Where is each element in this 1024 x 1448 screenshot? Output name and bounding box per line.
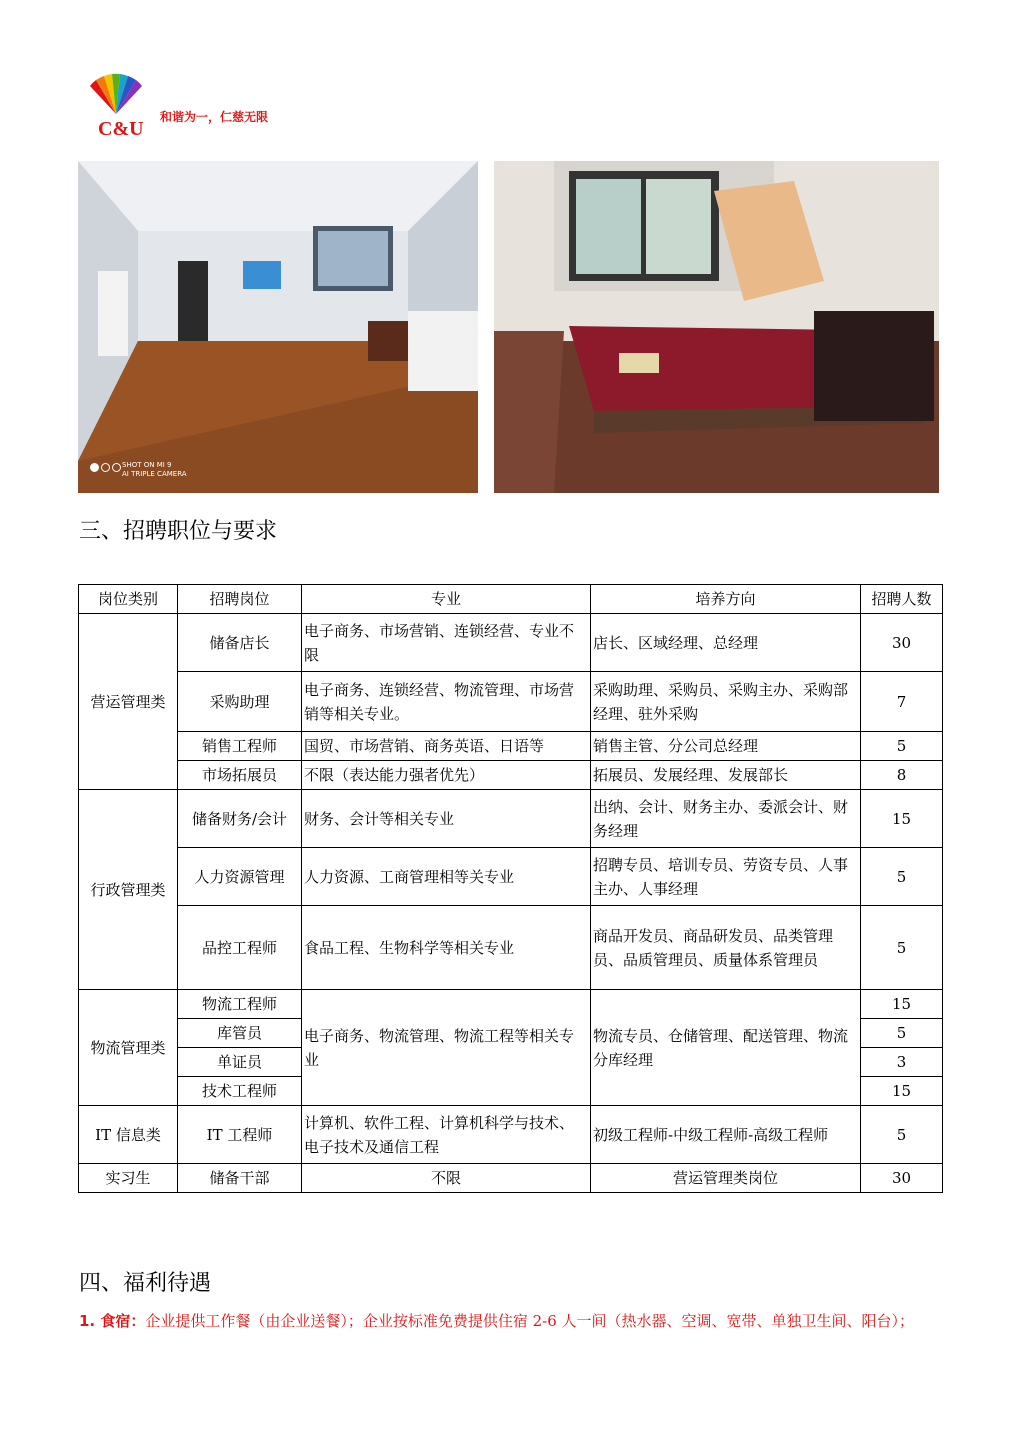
count-cell: 5 (861, 906, 943, 990)
section-title-benefits: 四、福利待遇 (79, 1271, 212, 1296)
position-cell: 人力资源管理 (178, 848, 302, 906)
position-cell: 市场拓展员 (178, 761, 302, 790)
direction-cell: 采购助理、采购员、采购主办、采购部经理、驻外采购 (591, 672, 861, 732)
table-row (79, 672, 943, 732)
benefit-text: 企业提供工作餐（由企业送餐）；企业按标准免费提供住宿 2-6 人一间（热水器、空调、宽带、单独卫生间、阳台）； (145, 1312, 915, 1330)
benefit-item-1 (79, 1306, 949, 1336)
position-cell: IT 工程师 (178, 1106, 302, 1164)
category-cell: IT 信息类 (79, 1106, 178, 1164)
count-cell: 5 (861, 1106, 943, 1164)
count-cell: 15 (861, 790, 943, 848)
category-cell: 物流管理类 (79, 990, 178, 1106)
direction-cell: 出纳、会计、财务主办、委派会计、财务经理 (591, 790, 861, 848)
major-cell: 财务、会计等相关专业 (302, 790, 591, 848)
position-cell: 储备干部 (178, 1164, 302, 1193)
direction-cell: 招聘专员、培训专员、劳资专员、人事主办、人事经理 (591, 848, 861, 906)
position-cell: 储备店长 (178, 614, 302, 672)
position-cell: 品控工程师 (178, 906, 302, 990)
table-row (79, 1164, 943, 1193)
count-cell: 5 (861, 1019, 943, 1048)
header-category: 岗位类别 (79, 585, 178, 614)
count-cell: 7 (861, 672, 943, 732)
direction-cell: 初级工程师-中级工程师-高级工程师 (591, 1106, 861, 1164)
table-row (79, 848, 943, 906)
major-cell: 人力资源、工商管理相等关专业 (302, 848, 591, 906)
table-row (79, 790, 943, 848)
count-cell: 30 (861, 1164, 943, 1193)
category-cell: 行政管理类 (79, 790, 178, 990)
camera-dots-icon (90, 457, 123, 476)
major-cell: 国贸、市场营销、商务英语、日语等 (302, 732, 591, 761)
logo-text: C&U (98, 118, 144, 140)
benefit-label: 1. 食宿： (79, 1312, 146, 1330)
direction-cell: 营运管理类岗位 (591, 1164, 861, 1193)
recruitment-table (78, 584, 943, 1193)
position-cell: 技术工程师 (178, 1077, 302, 1106)
table-row (79, 732, 943, 761)
major-cell: 电子商务、市场营销、连锁经营、专业不限 (302, 614, 591, 672)
count-cell: 3 (861, 1048, 943, 1077)
watermark-line1: SHOT ON MI 9 (122, 461, 172, 469)
bedroom-photo (494, 161, 939, 493)
major-cell: 不限（表达能力强者优先） (302, 761, 591, 790)
living-room-photo (78, 161, 478, 493)
company-logo (86, 72, 306, 142)
header-count: 招聘人数 (861, 585, 943, 614)
header-position: 招聘岗位 (178, 585, 302, 614)
position-cell: 单证员 (178, 1048, 302, 1077)
count-cell: 5 (861, 732, 943, 761)
table-row (79, 906, 943, 990)
count-cell: 15 (861, 990, 943, 1019)
header-major: 专业 (302, 585, 591, 614)
major-cell: 不限 (302, 1164, 591, 1193)
direction-cell: 物流专员、仓储管理、配送管理、物流分库经理 (591, 990, 861, 1106)
table-row (79, 990, 943, 1019)
position-cell: 销售工程师 (178, 732, 302, 761)
count-cell: 30 (861, 614, 943, 672)
table-row (79, 761, 943, 790)
direction-cell: 销售主管、分公司总经理 (591, 732, 861, 761)
table-row (79, 614, 943, 672)
fan-logo-icon (86, 72, 160, 122)
table-header-row (79, 585, 943, 614)
direction-cell: 店长、区域经理、总经理 (591, 614, 861, 672)
section-title-recruitment: 三、招聘职位与要求 (79, 519, 278, 544)
position-cell: 物流工程师 (178, 990, 302, 1019)
table-row (79, 1106, 943, 1164)
count-cell: 15 (861, 1077, 943, 1106)
major-cell: 电子商务、物流管理、物流工程等相关专业 (302, 990, 591, 1106)
count-cell: 8 (861, 761, 943, 790)
count-cell: 5 (861, 848, 943, 906)
major-cell: 食品工程、生物科学等相关专业 (302, 906, 591, 990)
direction-cell: 拓展员、发展经理、发展部长 (591, 761, 861, 790)
category-cell: 营运管理类 (79, 614, 178, 790)
position-cell: 库管员 (178, 1019, 302, 1048)
watermark-line2: AI TRIPLE CAMERA (122, 470, 187, 478)
header-direction: 培养方向 (591, 585, 861, 614)
major-cell: 计算机、软件工程、计算机科学与技术、电子技术及通信工程 (302, 1106, 591, 1164)
position-cell: 储备财务/会计 (178, 790, 302, 848)
position-cell: 采购助理 (178, 672, 302, 732)
direction-cell: 商品开发员、商品研发员、品类管理员、品质管理员、质量体系管理员 (591, 906, 861, 990)
category-cell: 实习生 (79, 1164, 178, 1193)
camera-watermark (122, 461, 187, 479)
major-cell: 电子商务、连锁经营、物流管理、市场营销等相关专业。 (302, 672, 591, 732)
company-slogan: 和谐为一，仁慈无限 (160, 110, 269, 124)
